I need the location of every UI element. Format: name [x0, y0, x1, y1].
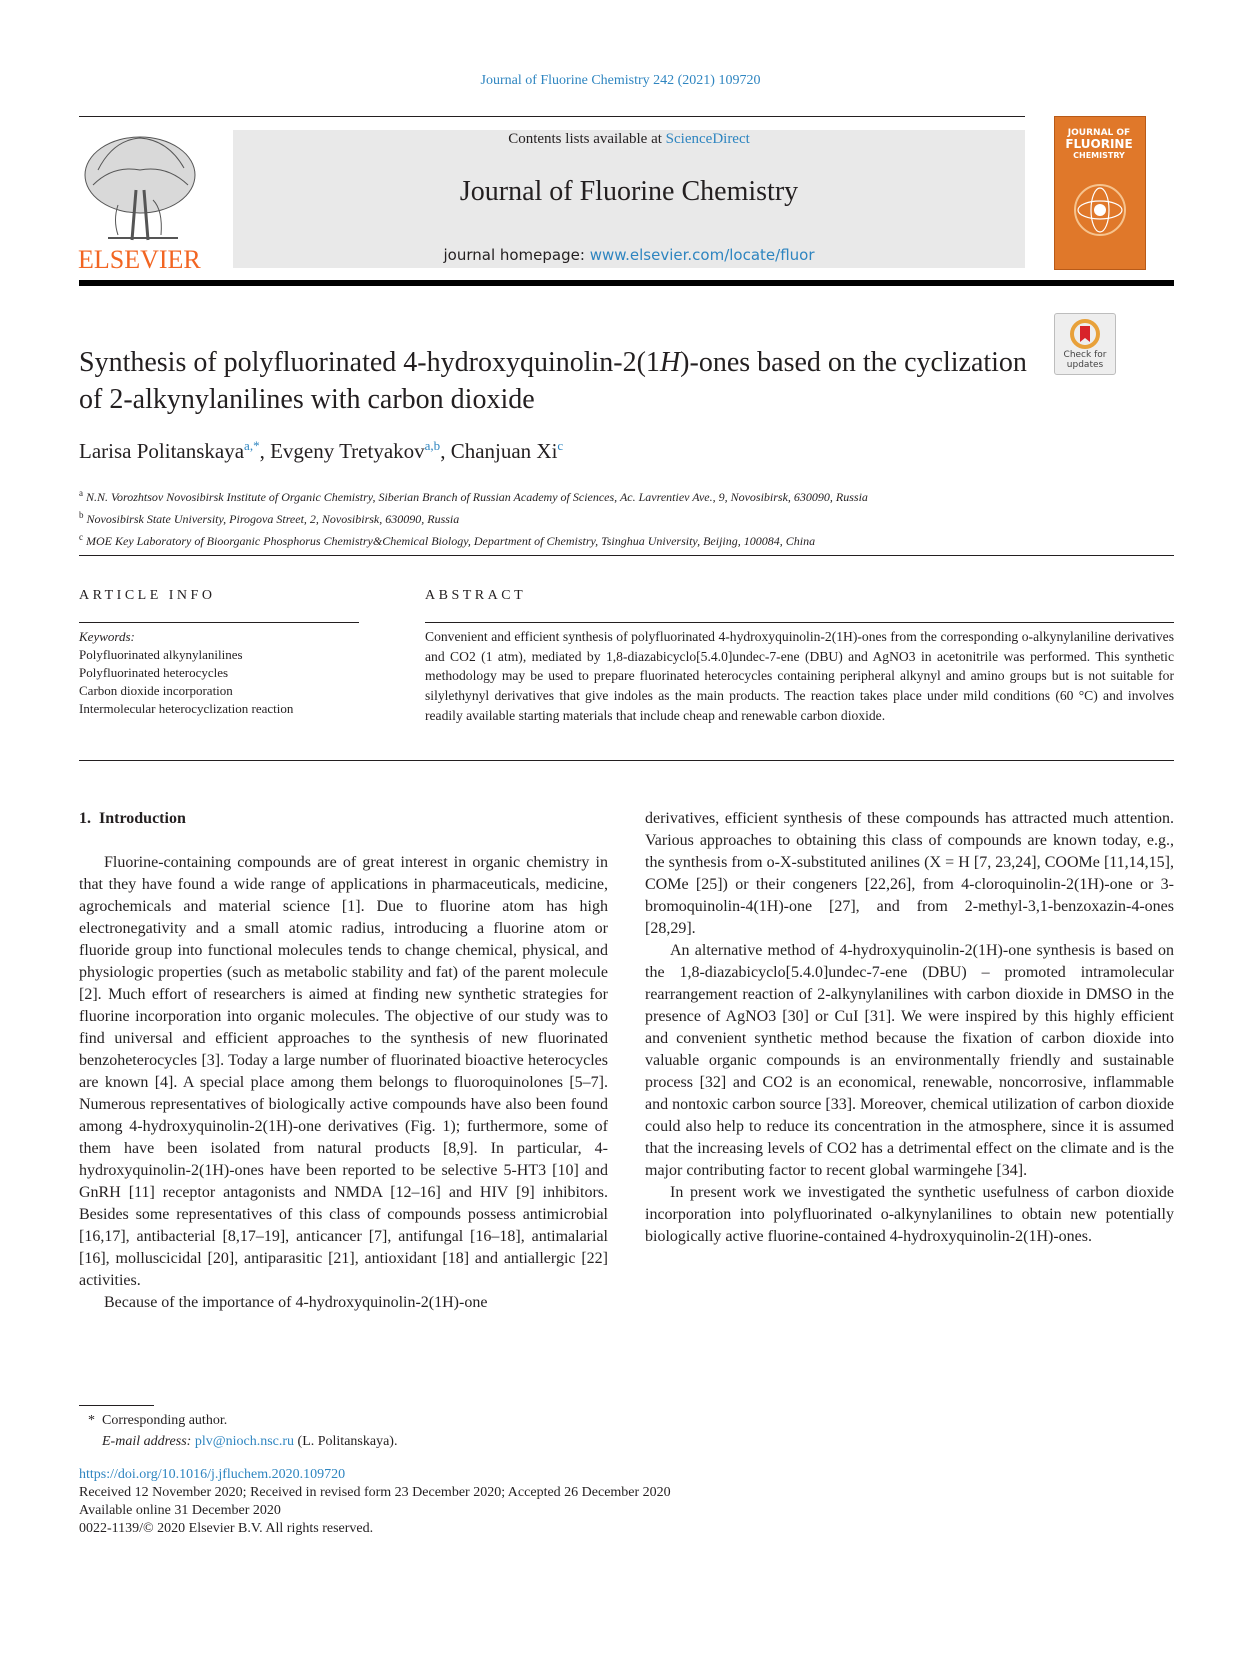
keyword: Carbon dioxide incorporation [79, 683, 233, 698]
affiliation-mark: b [79, 510, 84, 520]
cover-title-line-2: FLUORINE [1065, 137, 1133, 151]
contents-prefix: Contents lists available at [508, 131, 666, 147]
introduction-heading [79, 808, 608, 830]
article-title [79, 344, 1039, 418]
homepage-line [233, 246, 1025, 264]
body-right-column [645, 808, 1174, 1248]
section-rule [79, 555, 1174, 556]
affiliation: $^a$ N.N. Vorozhtsov Novosibirsk Institute of Organic Chemistry, Siberian Branch of Russian Academy of Sciences, Ac. Lavrentiev Ave., 9, Novosibirsk, 630090, Russia [79, 488, 868, 504]
author-name: Evgeny Tretyakov [270, 439, 425, 463]
abstract-text: Convenient and efficient synthesis of polyfluorinated 4-hydroxyquinolin-2(1H)-ones from the corresponding o-alkynylaniline derivatives and CO2 (1 atm), mediated by 1,8-diazabicyclo[5.4.0]undec-7-ene (DBU) and AgNO3 in acetonitrile was performed. This synthetic methodology may be used to prepare fluorinated heterocycles containing peripheral alkynyl and amino groups but is not suitable for silylethynyl derivatives that give indoles as the main products. The reaction takes place under mild conditions (60 °C) and involves readily available starting materials that include cheap and renewable carbon dioxide. [425, 629, 1174, 723]
author-affil-mark[interactable]: c [557, 438, 564, 453]
doi-link[interactable]: https://doi.org/10.1016/j.jfluchem.2020.109720 [79, 1467, 346, 1482]
body-paragraph: An alternative method of 4-hydroxyquinolin-2(1H)-one synthesis is based on the 1,8-diazabicyclo[5.4.0]undec-7-ene (DBU) – promoted intramolecular rearrangement reaction of 2-alkynylanilines with carbon dioxide in DMSO in the presence of AgNO3 [30] or CuI [31]. We were inspired by this highly efficient and convenient synthetic method because the fixation of carbon dioxide into valuable organic compounds is an environmentally friendly and sustainable process [32] and CO2 is an economical, renewable, noncorrosive, inflammable and nontoxic carbon source [33]. Moreover, chemical utilization of carbon dioxide could also help to reduce its concentration in the atmosphere, since it is assumed that the increasing levels of CO2 has a detrimental effect on the climate and is the major contributing factor to recent global warmingehe [34]. [645, 942, 1174, 1179]
contents-line [233, 131, 1025, 148]
article-info-rule [79, 622, 359, 623]
homepage-prefix: journal homepage: [443, 246, 590, 264]
affiliation: $^c$ MOE Key Laboratory of Bioorganic Phosphorus Chemistry&Chemical Biology, Department of Chemistry, Tsinghua University, Beijing, 100084, China [79, 532, 816, 548]
affiliation-mark: a [79, 488, 83, 498]
corresponding-label: Corresponding author. [102, 1413, 228, 1428]
keyword: Polyfluorinated alkynylanilines [79, 647, 243, 662]
affiliations [79, 484, 1179, 550]
author-name: Larisa Politanskaya [79, 439, 245, 463]
body-paragraph: Because of the importance of 4-hydroxyquinolin-2(1H)-one [104, 1294, 488, 1311]
email-link[interactable]: plv@nioch.nsc.ru [194, 1434, 295, 1449]
received-dates: Received 12 November 2020; Received in revised form 23 December 2020; Accepted 26 December 2020 [79, 1485, 671, 1500]
author-name: Chanjuan Xi [450, 439, 558, 463]
keyword: Polyfluorinated heterocycles [79, 665, 229, 680]
sciencedirect-link[interactable]: ScienceDirect [665, 131, 750, 147]
abstract-bottom-rule [79, 760, 1174, 761]
journal-reference[interactable]: Journal of Fluorine Chemistry 242 (2021) 109720 [480, 73, 761, 88]
body-paragraph: Fluorine-containing compounds are of great interest in organic chemistry in that they have found a wide range of applications in pharmaceuticals, medicine, agrochemicals and material science [1]. Due to fluorine atom has high electronegativity and a small atomic radius, introducing a fluorine atom or fluoride group into functional molecules tends to change chemical, physical, and physiologic properties (such as metabolic stability and fat) of the parent molecule [2]. Much effort of researchers is aimed at finding new synthetic strategies for fluorine incorporation into organic molecules. The objective of our study was to find universal and efficient approaches to the synthesis of new fluorinated benzoheterocycles [3]. Today a large number of fluorinated bioactive heterocycles are known [4]. A special place among them belongs to fluoroquinolones [5–7]. Numerous representatives of biologically active compounds have also been found among 4-hydroxyquinolin-2(1H)-one derivatives (Fig. 1); furthermore, some of them have been isolated from natural products [8,9]. In particular, 4-hydroxyquinolin-2(1H)-ones have been reported to be selective 5-HT3 [10] and GnRH [11] receptor antagonists and NMDA [12–16] and HIV [9] inhibitors. Besides some representatives of this class of compounds possess antimicrobial [16,17], antibacterial [8,17–19], anticancer [7], antifungal [16–18], antimalarial [16], molluscicidal [20], antiparasitic [21], antioxidant [18] and antiallergic [22] activities. [79, 854, 608, 1289]
section-number: 1. [79, 810, 91, 827]
affiliation: $^b$ Novosibirsk State University, Pirogova Street, 2, Novosibirsk, 630090, Russia [79, 510, 460, 526]
author-affil-mark[interactable]: a,* [244, 438, 260, 453]
footnote-rule [79, 1405, 154, 1406]
check-updates-icon [1069, 318, 1101, 350]
copyright: 0022-1139/© 2020 Elsevier B.V. All rights reserved. [79, 1521, 374, 1536]
keywords-block [79, 628, 293, 718]
author-list: Larisa Politanskaya$^{a,*}$, Evgeny Tretyakov$^{a,b}$, Chanjuan Xi$^c$ [79, 438, 564, 463]
abstract-rule [425, 622, 1174, 623]
title-italic-h: H [659, 347, 681, 378]
section-title: Introduction [99, 810, 186, 827]
cover-title-line-3: CHEMISTRY [1073, 151, 1125, 160]
cover-title-line-1: JOURNAL OF [1067, 128, 1131, 138]
journal-title: Journal of Fluorine Chemistry [459, 176, 799, 207]
homepage-link[interactable]: www.elsevier.com/locate/fluor [589, 246, 815, 264]
title-part-2: )-ones based on the cyclization of 2-alkynylanilines with carbon dioxide [79, 347, 1027, 415]
title-part-1: Synthesis of polyfluorinated 4-hydroxyquinolin-2(1 [79, 347, 660, 378]
keywords-label: Keywords: [79, 629, 135, 644]
body-paragraph: derivatives, efficient synthesis of these compounds has attracted much attention. Various approaches to obtaining this class of compounds are known today, e.g., the synthesis from o-X-substituted anilines (X = H [7, 23,24], COOMe [11,14,15], COMe [25]) or their congeners [22,26], from 4-cloroquinolin-2(1H)-one or 3-bromoquinolin-4(1H)-one [27], and from 2-methyl-3,1-benzoxazin-4-ones [28,29]. [645, 810, 1174, 937]
body-paragraph: In present work we investigated the synthetic usefulness of carbon dioxide incorporation into polyfluorinated o-alkynylanilines to obtain new potentially biologically active fluorine-contained 4-hydroxyquinolin-2(1H)-ones. [645, 1184, 1174, 1245]
email-label: E-mail address: [102, 1434, 192, 1449]
corresponding-author-footnote [88, 1410, 397, 1452]
available-online: Available online 31 December 2020 [79, 1503, 281, 1518]
affiliation-mark: c [79, 532, 83, 542]
elsevier-wordmark: ELSEVIER [78, 245, 201, 274]
keyword: Intermolecular heterocyclization reaction [79, 701, 294, 716]
abstract-heading: ABSTRACT [425, 588, 527, 603]
body-left-column [79, 808, 608, 1314]
footnote-mark: * [88, 1413, 95, 1428]
check-updates-label: Check for updates [1063, 350, 1107, 370]
cover-atom-icon [1070, 180, 1130, 240]
email-owner: (L. Politanskaya). [297, 1434, 398, 1449]
publication-info [79, 1466, 671, 1538]
cover-title [1054, 128, 1144, 161]
header-thick-rule [79, 280, 1174, 286]
header-top-rule [79, 116, 1025, 117]
author-affil-mark[interactable]: a,b [424, 438, 441, 453]
article-info-heading: ARTICLE INFO [79, 588, 216, 603]
